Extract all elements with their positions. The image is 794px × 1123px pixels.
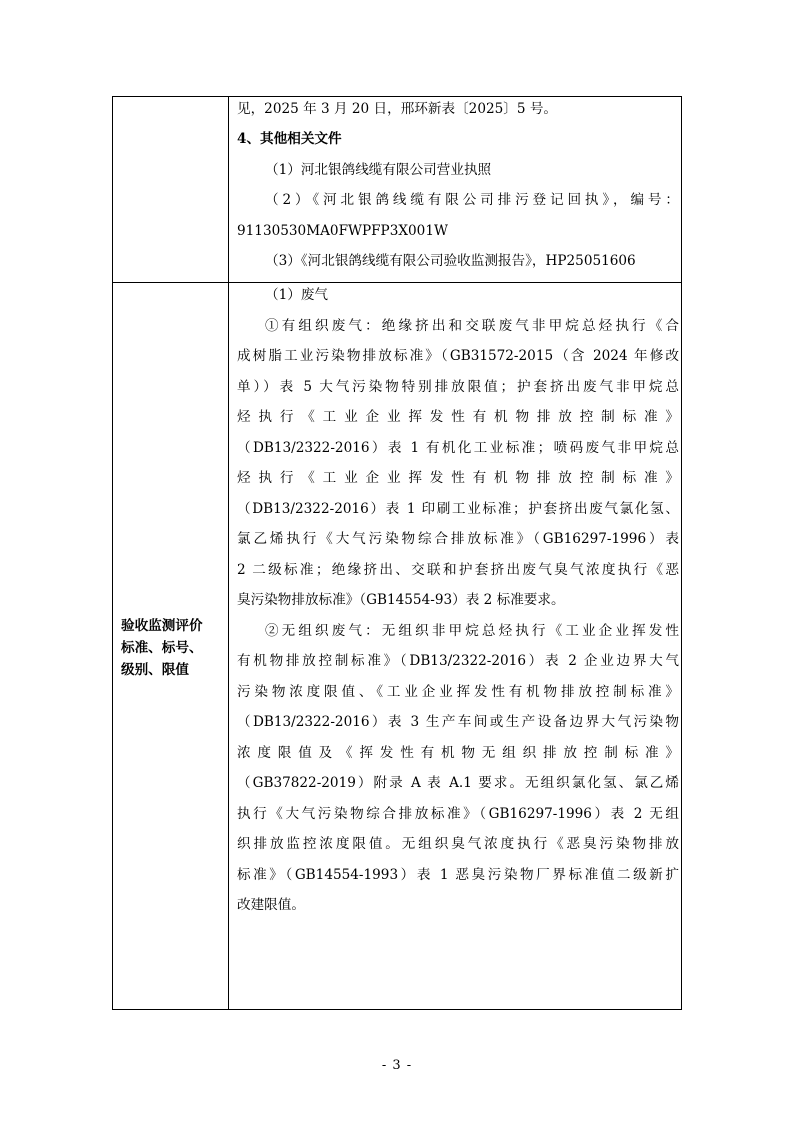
text-line: 2 二级标准；绝缘挤出、交联和护套挤出废气臭气浓度执行《恶 xyxy=(237,562,679,578)
text-line: ①有组织废气：绝缘挤出和交联废气非甲烷总烃执行《合 xyxy=(265,318,679,334)
row-label-line: 标准、标号、 xyxy=(121,640,203,656)
text-line: 标准》（GB14554-1993）表 1 恶臭污染物厂界标准值二级新扩 xyxy=(237,867,679,883)
text-line: （DB13/2322-2016）表 1 印刷工业标准；护套挤出废气氯化氢、 xyxy=(237,501,679,517)
text-line: （DB13/2322-2016）表 3 生产车间或生产设备边界大气污染物 xyxy=(237,714,679,730)
text-line: ②无组织废气：无组织非甲烷总烃执行《工业企业挥发性 xyxy=(265,623,679,639)
text-line: 单））表 5 大气污染物特别排放限值；护套挤出废气非甲烷总 xyxy=(237,379,679,395)
text-line: 执行《大气污染物综合排放标准》（GB16297-1996）表 2 无组 xyxy=(237,806,679,822)
text-line: 91130530MA0FWPFP3X001W xyxy=(237,223,448,239)
text-line: （1）河北银鸽线缆有限公司营业执照 xyxy=(265,162,492,178)
text-line: （DB13/2322-2016）表 1 有机化工业标准；喷码废气非甲烷总 xyxy=(237,440,679,456)
text-line: 烃执行《工业企业挥发性有机物排放控制标准》 xyxy=(237,409,679,425)
text-line: 烃执行《工业企业挥发性有机物排放控制标准》 xyxy=(237,470,679,486)
text-line: 成树脂工业污染物排放标准》（GB31572-2015（含 2024 年修改 xyxy=(237,348,679,364)
section-heading: 4、其他相关文件 xyxy=(237,131,342,147)
text-line: （3）《河北银鸽线缆有限公司验收监测报告》，HP25051606 xyxy=(265,253,636,269)
text-line: （GB37822-2019）附录 A 表 A.1 要求。无组织氯化氢、氯乙烯 xyxy=(237,775,679,791)
document-table xyxy=(112,96,682,1010)
row-label-line: 验收监测评价 xyxy=(121,618,203,634)
text-line: 改建限值。 xyxy=(237,897,305,913)
text-line: （2）《河北银鸽线缆有限公司排污登记回执》，编号： xyxy=(265,192,679,208)
row-label-line: 级别、限值 xyxy=(121,662,189,678)
text-line: 臭污染物排放标准》（GB14554-93）表 2 标准要求。 xyxy=(237,592,565,608)
row-divider xyxy=(113,282,681,283)
text-line: 氯乙烯执行《大气污染物综合排放标准》（GB16297-1996）表 xyxy=(237,531,679,547)
text-line: 见，2025 年 3 月 20 日，邢环新表〔2025〕5 号。 xyxy=(237,101,558,117)
text-line: 污染物浓度限值、《工业企业挥发性有机物排放控制标准》 xyxy=(237,684,679,700)
text-line: （1）废气 xyxy=(265,287,329,303)
text-line: 有机物排放控制标准》（DB13/2322-2016）表 2 企业边界大气 xyxy=(237,653,679,669)
text-line: 浓度限值及《挥发性有机物无组织排放控制标准》 xyxy=(237,745,679,761)
text-line: 织排放监控浓度限值。无组织臭气浓度执行《恶臭污染物排放 xyxy=(237,836,679,852)
column-divider xyxy=(228,97,229,1009)
page-number: - 3 - xyxy=(381,1058,413,1073)
row-label xyxy=(121,615,227,681)
